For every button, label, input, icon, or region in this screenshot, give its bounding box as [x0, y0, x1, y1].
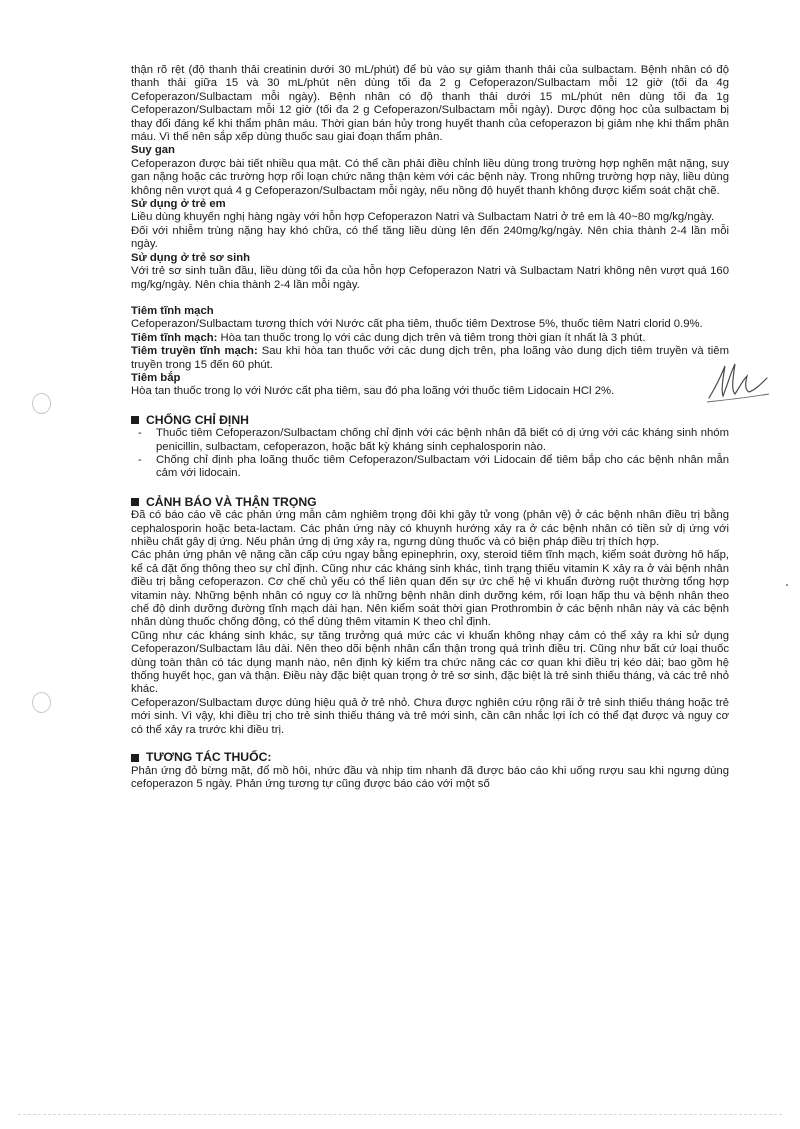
children-heading: Sử dụng ở trẻ em — [131, 198, 226, 211]
spacer — [131, 292, 729, 305]
contraindications-heading — [131, 414, 729, 427]
page-bottom-edge — [18, 1114, 782, 1115]
iv-bolus-label: Tiêm tĩnh mạch: — [131, 331, 218, 344]
renal-dosing-paragraph: thận rõ rệt (độ thanh thải creatinin dưới 30 mL/phút) để bù vào sự giảm thanh thải của sulbactam. Bệnh nhân có độ thanh thải giữa 15 và 30 mL/phút nên dùng tối đa 2 g Cefoperazon/Sulbactam mỗi 12 giờ (tối đa 4g Cefoperazon/Sulbactam mỗi ngày). Bệnh nhân có độ thanh thải dưới 15 mL/phút nên dùng tối đa 1g Cefoperazon/Sulbactam mỗi 12 giờ (tối đa 2 g Cefoperazon/Sulbactam mỗi ngày). Dược động học của sulbactam bị thay đổi đáng kể khi thẩm phân máu. Thời gian bán hủy trong huyết thanh của cefoperazon bị giảm nhẹ khi thẩm phân máu. Vì thế nên sắp xếp dùng thuốc sau giai đoạn thẩm phân. — [131, 64, 729, 144]
iv-infusion-label: Tiêm truyền tĩnh mạch: — [131, 345, 258, 358]
children-dose-text: Liều dùng khuyến nghị hàng ngày với hỗn hợp Cefoperazon Natri và Sulbactam Natri ở trẻ em là 40~80 mg/kg/ngày. — [131, 211, 715, 224]
warnings-paragraph: Các phản ứng phản vệ nặng cần cấp cứu ngay bằng epinephrin, oxy, steroid tiêm tĩnh mạch, kiểm soát đường hô hấp, kể cả đặt ống thông theo sự chỉ định. Cũng như các kháng sinh khác, tình trạng thiếu vitamin K xảy ra ở vài bệnh nhân điều trị bằng cefoperazon. Cơ chế chủ yếu có thể liên quan đến sự ức chế hệ vi khuẩn đường ruột thường tổng hợp vitamin này. Những bệnh nhân có nguy cơ là những bệnh nhân dinh dưỡng kém, rối loạn hấp thu và bệnh nhân theo chế độ dinh dưỡng đường tĩnh mạch dài hạn. Nên kiểm soát thời gian Prothrombin ở các bệnh nhân này và các bệnh nhân dùng thuốc chống đông, có thể dùng thêm vitamin K theo chỉ định. — [131, 549, 729, 629]
square-bullet-icon — [131, 416, 139, 424]
scan-speck — [786, 584, 788, 586]
spacer — [131, 737, 729, 751]
iv-bolus-text: Hòa tan thuốc trong lọ với các dung dịch trên và tiêm trong thời gian ít nhất là 3 phút. — [217, 331, 646, 344]
warnings-paragraph: Cũng như các kháng sinh khác, sự tăng trưởng quá mức các vi khuẩn không nhạy cảm có thể xảy ra khi sử dụng Cefoperazon/Sulbactam lâu dài. Nên theo dõi bệnh nhân cẩn thận trong quá trình điều trị. Cũng như bất cứ loại thuốc dùng toàn thân có tác dụng mạnh nào, nên định kỳ kiểm tra chức năng các cơ quan khi điều trị kéo dài; bao gồm hệ thống huyết học, gan và thận. Điều này đặc biệt quan trọng ở trẻ sơ sinh, đặc biệt là trẻ sinh thiếu tháng, và các trẻ nhỏ khác. — [131, 629, 729, 696]
punch-hole-top — [32, 393, 51, 414]
contraindications-title: CHỐNG CHỈ ĐỊNH — [146, 412, 249, 427]
newborn-heading: Sử dụng ở trẻ sơ sinh — [131, 251, 251, 264]
im-heading: Tiêm bắp — [131, 371, 181, 384]
iv-infusion-paragraph — [131, 345, 729, 372]
square-bullet-icon — [131, 754, 139, 762]
liver-failure-heading: Suy gan — [131, 144, 175, 157]
iv-infusion-text: Sau khi hòa tan thuốc với các dung dịch trên, pha loãng vào dung dịch tiêm truyền và tiêm truyền trong 15 đến 60 phút. — [131, 345, 729, 371]
spacer — [131, 481, 729, 496]
warnings-heading — [131, 496, 729, 509]
contraindication-item: - Chống chỉ định pha loãng thuốc tiêm Cefoperazon/Sulbactam với Lidocain để tiêm bắp cho các bệnh nhân mẫn cảm với lidocain. — [131, 454, 729, 481]
interactions-title: TƯƠNG TÁC THUỐC: — [146, 750, 272, 765]
square-bullet-icon — [131, 498, 139, 506]
iv-compatibility-text: Cefoperazon/Sulbactam tương thích với Nước cất pha tiêm, thuốc tiêm Dextrose 5%, thuốc tiêm Natri clorid 0.9%. — [131, 318, 703, 331]
im-text: Hòa tan thuốc trong lọ với Nước cất pha tiêm, sau đó pha loãng với thuốc tiêm Lidocain HCl 2%. — [131, 385, 615, 398]
liver-failure-text: Cefoperazon được bài tiết nhiều qua mật. Có thể cần phải điều chỉnh liều dùng trong trường hợp nghẽn mật nặng, suy gan nặng hoặc các trường hợp rối loạn chức năng thận kèm với các bệnh này. Trong những trường hợp này, liều dùng không nên vượt quá 4 g Cefoperazon/Sulbactam mỗi ngày, nếu nồng độ huyết thanh không được kiểm soát chặt chẽ. — [131, 157, 729, 197]
iv-bolus-paragraph — [131, 332, 729, 345]
interactions-heading — [131, 751, 729, 764]
spacer — [131, 399, 729, 414]
warnings-paragraph: Cefoperazon/Sulbactam được dùng hiệu quả ở trẻ nhỏ. Chưa được nghiên cứu rộng rãi ở trẻ sinh thiếu tháng hoặc trẻ mới sinh. Vì vậy, khi điều trị cho trẻ sinh thiếu tháng và trẻ mới sinh, cần cân nhắc lợi ích có thể đạt được và nguy cơ có thể xảy ra trước khi điều trị. — [131, 696, 729, 736]
interactions-text: Phản ứng đỏ bừng mặt, đổ mồ hôi, nhức đầu và nhịp tim nhanh đã được báo cáo khi uống rượu sau khi ngưng dùng cefoperazon 5 ngày. Phản ứng tương tự cũng được báo cáo với một số — [131, 764, 729, 790]
document-body — [131, 64, 729, 791]
warnings-title: CẢNH BÁO VÀ THẬN TRỌNG — [146, 494, 317, 509]
iv-heading: Tiêm tĩnh mạch — [131, 304, 214, 317]
contraindications-list — [131, 427, 729, 481]
newborn-text: Với trẻ sơ sinh tuần đầu, liều dùng tối đa của hỗn hợp Cefoperazon Natri và Sulbactam Natri không nên vượt quá 160 mg/kg/ngày. Nên chia thành 2-4 lần mỗi ngày. — [131, 265, 729, 291]
punch-hole-bottom — [32, 692, 51, 713]
warnings-paragraph: Đã có báo cáo về các phản ứng mẫn cảm nghiêm trọng đôi khi gây tử vong (phản vệ) ở các bệnh nhân điều trị bằng cephalosporin hoặc beta-lactam. Các phản ứng này có khuynh hướng xảy ra ở các bệnh nhân có tiền sử dị ứng với nhiều chất gây dị ứng. Nếu phản ứng dị ứng xảy ra, ngưng dùng thuốc và có biện pháp điều trị thích hợp. — [131, 509, 729, 548]
children-severe-text: Đối với nhiễm trùng nặng hay khó chữa, có thể tăng liều dùng lên đến 240mg/kg/ngày. Nên chia thành 2-4 lần mỗi ngày. — [131, 224, 729, 251]
contraindication-item: - Thuốc tiêm Cefoperazon/Sulbactam chống chỉ định với các bệnh nhân đã biết có dị ứng với các kháng sinh nhóm penicillin, sulbactam, cefoperazon, hoặc bất kỳ kháng sinh cephalosporin nào. — [131, 427, 729, 454]
